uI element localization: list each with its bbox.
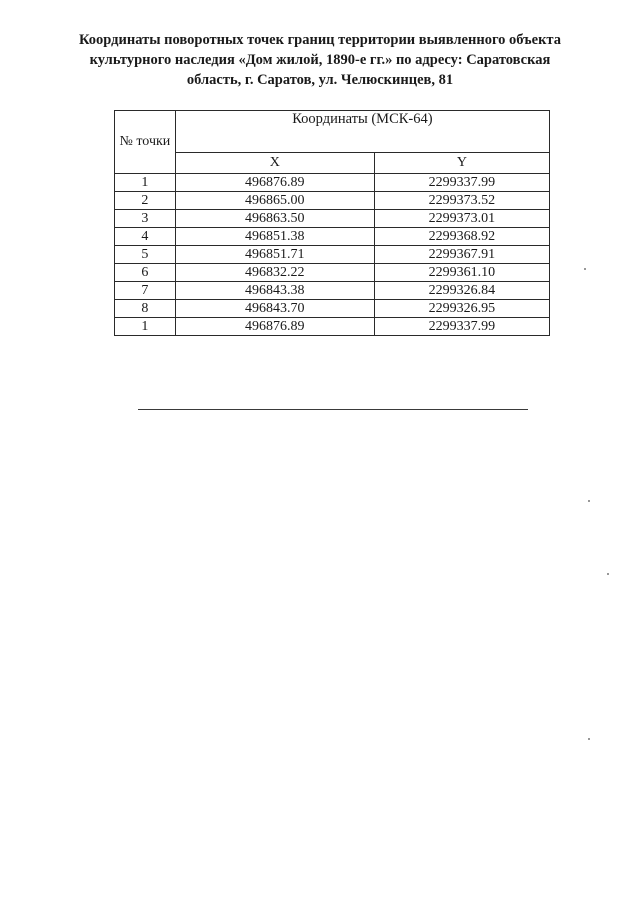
x-cell: 496865.00 bbox=[175, 192, 374, 210]
x-cell: 496863.50 bbox=[175, 210, 374, 228]
title-line: область, г. Саратов, ул. Челюскинцев, 81 bbox=[186, 72, 454, 88]
point-number-cell: 3 bbox=[115, 210, 176, 228]
x-cell: 496851.71 bbox=[175, 246, 374, 264]
table-row bbox=[115, 300, 550, 318]
document-title bbox=[40, 30, 600, 90]
x-cell: 496843.38 bbox=[175, 282, 374, 300]
table-row bbox=[115, 174, 550, 192]
table-row bbox=[115, 318, 550, 336]
title-line: Координаты поворотных точек границ территории выявленного объекта bbox=[79, 32, 561, 48]
title-line: культурного наследия «Дом жилой, 1890-е гг.» по адресу: Саратовская bbox=[89, 52, 551, 68]
table-row bbox=[115, 210, 550, 228]
y-cell: 2299373.52 bbox=[374, 192, 549, 210]
coordinates-header: Координаты (МСК-64) bbox=[175, 111, 549, 153]
point-number-cell: 4 bbox=[115, 228, 176, 246]
scan-speck bbox=[588, 738, 590, 740]
y-cell: 2299367.91 bbox=[374, 246, 549, 264]
table-row bbox=[115, 282, 550, 300]
scan-speck bbox=[584, 268, 586, 270]
scan-speck bbox=[607, 573, 609, 575]
x-cell: 496876.89 bbox=[175, 174, 374, 192]
y-cell: 2299326.84 bbox=[374, 282, 549, 300]
y-column-header: Y bbox=[374, 152, 549, 173]
x-cell: 496832.22 bbox=[175, 264, 374, 282]
coordinates-table bbox=[114, 110, 550, 336]
point-number-cell: 7 bbox=[115, 282, 176, 300]
point-number-cell: 1 bbox=[115, 174, 176, 192]
x-column-header: X bbox=[175, 152, 374, 173]
y-cell: 2299337.99 bbox=[374, 318, 549, 336]
point-number-cell: 5 bbox=[115, 246, 176, 264]
point-number-cell: 8 bbox=[115, 300, 176, 318]
y-cell: 2299337.99 bbox=[374, 174, 549, 192]
scan-speck bbox=[588, 500, 590, 502]
table-row bbox=[115, 264, 550, 282]
y-cell: 2299368.92 bbox=[374, 228, 549, 246]
table-row bbox=[115, 246, 550, 264]
horizontal-divider bbox=[138, 409, 528, 410]
table-row bbox=[115, 192, 550, 210]
y-cell: 2299326.95 bbox=[374, 300, 549, 318]
x-cell: 496851.38 bbox=[175, 228, 374, 246]
point-number-cell: 1 bbox=[115, 318, 176, 336]
point-number-header: № точки bbox=[115, 111, 176, 174]
point-number-cell: 2 bbox=[115, 192, 176, 210]
y-cell: 2299373.01 bbox=[374, 210, 549, 228]
table-row bbox=[115, 228, 550, 246]
x-cell: 496843.70 bbox=[175, 300, 374, 318]
x-cell: 496876.89 bbox=[175, 318, 374, 336]
y-cell: 2299361.10 bbox=[374, 264, 549, 282]
point-number-cell: 6 bbox=[115, 264, 176, 282]
